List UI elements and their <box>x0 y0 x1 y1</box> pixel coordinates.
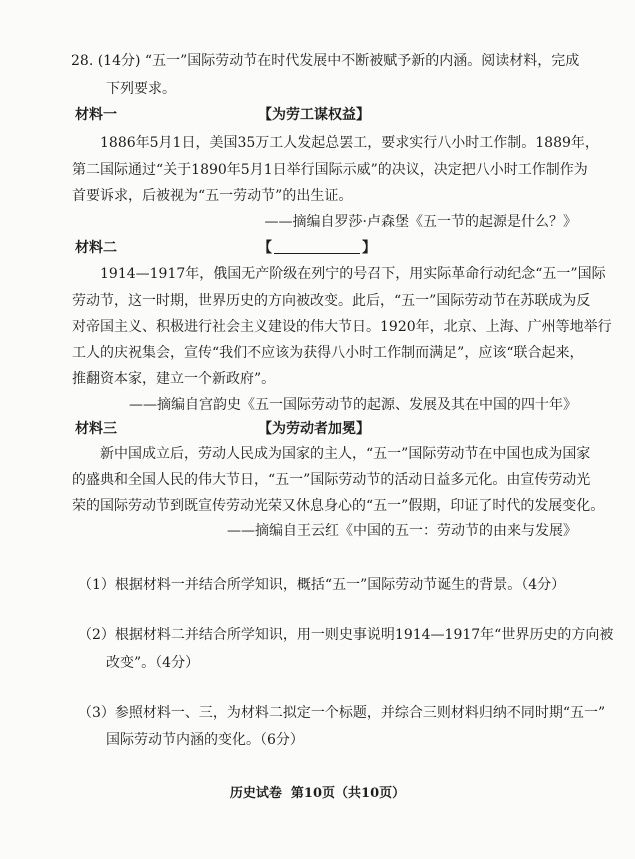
material-2-source: ——摘编自宫韵史《五一国际劳动节的起源、发展及其在中国的四十年》 <box>129 397 577 413</box>
material-1-source: ——摘编自罗莎·卢森堡《五一节的起源是什么？》 <box>264 214 577 230</box>
material-1-line-2: 第二国际通过“关于1890年5月1日举行国际示威”的决议，决定把八小时工作制作为 <box>72 162 588 178</box>
material-3-line-3: 荣的国际劳动节到既宣传劳动光荣又休息身心的“五一”假期，印证了时代的发展变化。 <box>72 498 605 514</box>
material-2-heading <box>258 239 376 257</box>
material-3-line-1: 新中国成立后，劳动人民成为国家的主人，“五一”国际劳动节在中国也成为国家 <box>100 446 591 462</box>
material-2-line-4: 工人的庆祝集会，宣传“我们不应该为获得八小时工作制而满足”，应该“联合起来， <box>72 345 584 361</box>
material-3-heading: 【为劳动者加冕】 <box>258 421 370 437</box>
question-number: 28. <box>71 53 94 69</box>
subquestion-3-line-2: 国际劳动节内涵的变化。（6分） <box>106 732 304 748</box>
heading-bracket-close: 】 <box>362 240 376 256</box>
material-2-label: 材料二 <box>75 240 117 256</box>
question-stem-line-2: 下列要求。 <box>106 81 176 97</box>
material-3-label: 材料三 <box>75 421 117 437</box>
subquestion-1: （1）根据材料一并结合所学知识，概括“五一”国际劳动节诞生的背景。（4分） <box>78 577 566 593</box>
question-stem-line-1 <box>71 52 579 70</box>
title-blank <box>274 239 360 254</box>
material-1-heading: 【为劳工谋权益】 <box>258 107 370 123</box>
subquestion-2-line-2: 改变”。（4分） <box>106 655 200 671</box>
material-2-line-3: 对帝国主义、积极进行社会主义建设的伟大节日。1920年，北京、上海、广州等地举行 <box>72 319 612 335</box>
material-2-line-1: 1914—1917年，俄国无产阶级在列宁的号召下，用实际革命行动纪念“五一”国际 <box>100 266 606 282</box>
heading-bracket-open: 【 <box>258 240 272 256</box>
subquestion-2-line-1: （2）根据材料二并结合所学知识，用一则史事说明1914—1917年“世界历史的方向被 <box>78 627 614 643</box>
page-footer: 历史试卷 第10页（共10页） <box>229 786 406 801</box>
material-1-label: 材料一 <box>75 107 117 123</box>
material-1-line-3: 首要诉求，后被视为“五一劳动节”的出生证。 <box>72 188 353 204</box>
material-3-line-2: 的盛典和全国人民的伟大节日，“五一”国际劳动节的活动日益多元化。由宣传劳动光 <box>72 472 591 488</box>
question-stem: “五一”国际劳动节在时代发展中不断被赋予新的内涵。阅读材料，完成 <box>144 53 580 69</box>
material-2-line-5: 推翻资本家，建立一个新政府”。 <box>72 371 276 387</box>
material-2-line-2: 劳动节，这一时期，世界历史的方向被改变。此后，“五一”国际劳动节在苏联成为反 <box>72 293 591 309</box>
subquestion-3-line-1: （3）参照材料一、三，为材料二拟定一个标题，并综合三则材料归纳不同时期“五一” <box>78 705 606 721</box>
material-1-line-1: 1886年5月1日，美国35万工人发起总罢工，要求实行八小时工作制。1889年， <box>100 135 599 151</box>
question-score: (14分) <box>97 53 141 69</box>
material-3-source: ——摘编自王云红《中国的五一：劳动节的由来与发展》 <box>227 523 577 539</box>
